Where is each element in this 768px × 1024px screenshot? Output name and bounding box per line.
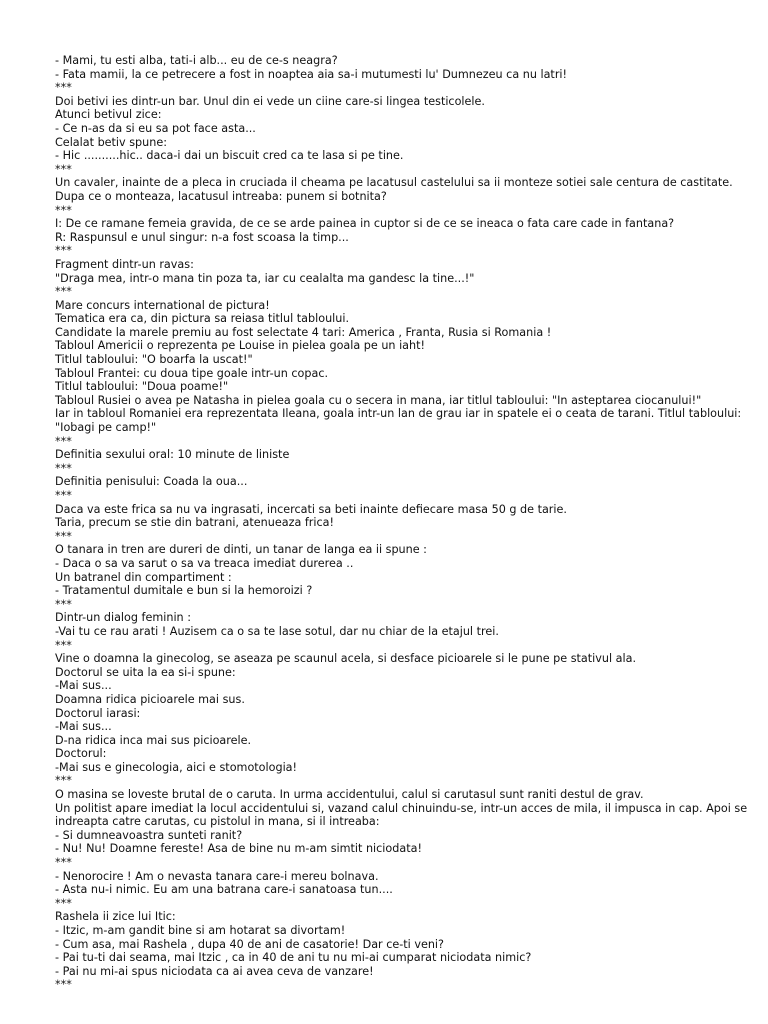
text-line: Candidate la marele premiu au fost selectate 4 tari: America , Franta, Rusia si Romania ! — [55, 325, 552, 339]
text-line: I: De ce ramane femeia gravida, de ce se arde painea in cuptor si de ce se ineaca o fata care cade in fantana? — [55, 217, 675, 231]
text-line: *** — [55, 774, 72, 788]
text-line: D-na ridica inca mai sus picioarele. — [55, 733, 252, 747]
text-line: *** — [55, 461, 72, 475]
text-line: -Mai sus e ginecologia, aici e stomotologia! — [55, 760, 298, 774]
text-line: "Draga mea, intr-o mana tin poza ta, iar cu cealalta ma gandesc la tine...!" — [55, 271, 475, 285]
text-line: *** — [55, 978, 72, 992]
text-line: Taria, precum se stie din batrani, atenueaza frica! — [55, 516, 335, 530]
text-line: Un batranel din compartiment : — [55, 570, 232, 584]
text-line: Vine o doamna la ginecolog, se aseaza pe scaunul acela, si desface picioarele si le pune pe stativul ala. — [55, 652, 637, 666]
text-line: - Cum asa, mai Rashela , dupa 40 de ani de casatorie! Dar ce-ti veni? — [55, 937, 444, 951]
text-line: O tanara in tren are dureri de dinti, un tanar de langa ea ii spune : — [55, 543, 427, 557]
text-line: Fragment dintr-un ravas: — [55, 257, 194, 271]
text-line: *** — [55, 529, 72, 543]
text-line: Doctorul se uita la ea si-i spune: — [55, 665, 236, 679]
text-line: Iar in tabloul Romaniei era reprezentata Ileana, goala intr-un lan de grau iar in spatele ei o ceata de tarani. Titlul tabloului: "Iobagi pe camp!" — [55, 407, 745, 435]
text-line: *** — [55, 489, 72, 502]
text-line: Un politist apare imediat la locul accidentului si, vazand calul chinuindu-se, intr-un acces de mila, il impusca in cap. Apoi se indreapta catre carutas, cu pistolul in mana, si il intreaba: — [55, 801, 751, 829]
text-line: - Hic ..........hic.. daca-i dai un biscuit cred ca te lasa si pe tine. — [55, 149, 404, 163]
text-line: *** — [55, 244, 72, 258]
text-line: Definitia penisului: Coada la oua... — [55, 475, 248, 489]
text-line: - Si dumneavoastra sunteti ranit? — [55, 828, 243, 842]
text-line: O masina se loveste brutal de o caruta. In urma accidentului, calul si carutasul sunt raniti destul de grav. — [55, 788, 644, 802]
text-line: - Nu! Nu! Doamne fereste! Asa de bine nu m-am simtit niciodata! — [55, 842, 422, 856]
text-line: *** — [55, 285, 72, 299]
text-line: *** — [55, 597, 72, 611]
text-line: Tabloul Rusiei o avea pe Natasha in pielea goala cu o secera in mana, iar titlul tabloului: "In asteptarea ciocanului!" — [55, 393, 702, 407]
text-line: *** — [55, 856, 72, 870]
text-line: - Pai nu mi-ai spus niciodata ca ai avea ceva de vanzare! — [55, 964, 374, 978]
text-line: *** — [55, 896, 72, 910]
text-line: Tematica era ca, din pictura sa reiasa titlul tabloului. — [55, 312, 350, 326]
text-line: *** — [55, 81, 72, 95]
text-line: -Vai tu ce rau arati ! Auzisem ca o sa te lase sotul, dar nu chiar de la etajul trei. — [55, 624, 499, 638]
text-line: *** — [55, 638, 72, 652]
text-line: - Ce n-as da si eu sa pot face asta... — [55, 121, 256, 135]
text-line: - Pai tu-ti dai seama, mai Itzic , ca in 40 de ani tu nu mi-ai cumparat niciodata nimic? — [55, 951, 532, 965]
text-line: - Itzic, m-am gandit bine si am hotarat sa divortam! — [55, 924, 346, 937]
text-line: Definitia sexului oral: 10 minute de liniste — [55, 448, 290, 462]
text-line: *** — [55, 434, 72, 448]
text-line: -Mai sus... — [55, 720, 112, 734]
text-line: - Mami, tu esti alba, tati-i alb... eu de ce-s neagra? — [55, 54, 338, 67]
text-line: - Nenorocire ! Am o nevasta tanara care-i mereu bolnava. — [55, 869, 379, 883]
text-line: Titlul tabloului: "O boarfa la uscat!" — [55, 353, 253, 367]
text-line: Dintr-un dialog feminin : — [55, 611, 191, 625]
text-line: Doctorul iarasi: — [55, 706, 141, 720]
text-line: Doamna ridica picioarele mai sus. — [55, 692, 245, 706]
document-page — [55, 54, 755, 992]
text-line: Daca va este frica sa nu va ingrasati, incercati sa beti inainte defiecare masa 50 g de tarie. — [55, 502, 567, 516]
text-line: - Fata mamii, la ce petrecere a fost in noaptea aia sa-i mutumesti lu' Dumnezeu ca nu latri! — [55, 67, 568, 81]
text-line: Doctorul: — [55, 747, 107, 761]
text-line: Dupa ce o monteaza, lacatusul intreaba: punem si botnita? — [55, 189, 387, 203]
text-line: *** — [55, 203, 72, 217]
text-line: Rashela ii zice lui Itic: — [55, 910, 176, 924]
text-line: -Mai sus... — [55, 679, 112, 693]
text-line: Tabloul Americii o reprezenta pe Louise in pielea goala pe un iaht! — [55, 339, 425, 353]
text-line: - Tratamentul dumitale e bun si la hemoroizi ? — [55, 584, 313, 598]
text-line: Titlul tabloului: "Doua poame!" — [55, 380, 229, 394]
text-line: Un cavaler, inainte de a pleca in cruciada il cheama pe lacatusul castelului sa ii monteze sotiei sale centura de castitate. — [55, 176, 733, 190]
text-line: Tabloul Frantei: cu doua tipe goale intr-un copac. — [55, 366, 329, 380]
text-line: Mare concurs international de pictura! — [55, 298, 270, 312]
text-line: - Daca o sa va sarut o sa va treaca imediat durerea .. — [55, 556, 354, 570]
text-line: *** — [55, 162, 72, 176]
text-line: - Asta nu-i nimic. Eu am una batrana care-i sanatoasa tun.... — [55, 883, 393, 897]
text-line: Atunci betivul zice: — [55, 108, 162, 122]
text-line: Doi betivi ies dintr-un bar. Unul din ei vede un ciine care-si lingea testicolele. — [55, 94, 485, 108]
text-line: R: Raspunsul e unul singur: n-a fost scoasa la timp... — [55, 230, 349, 244]
text-line: Celalat betiv spune: — [55, 135, 167, 149]
